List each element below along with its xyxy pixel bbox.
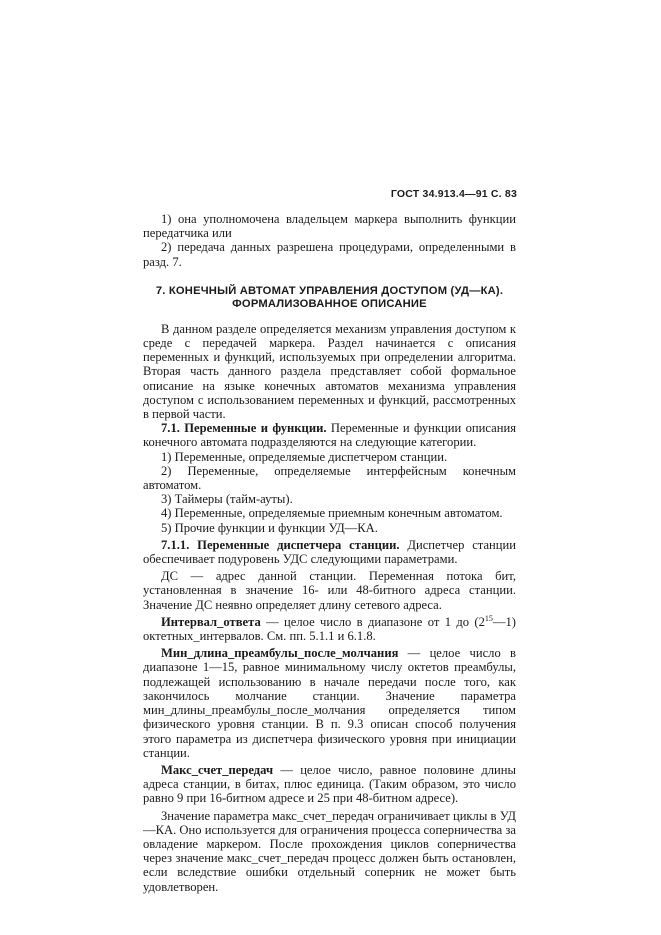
min-preamble-paragraph — [143, 646, 516, 760]
interval-term: Интервал_ответа — [161, 614, 261, 629]
subsection-7-1-paragraph — [143, 421, 516, 449]
subsection-7-1-heading: 7.1. Переменные и функции. — [161, 421, 327, 436]
section-intro-paragraph: В данном разделе определяется механизм управления доступом к среде с передачей маркера. Раздел начинается с описания переменных и функций, используемых при определении алгоритма. Вторая часть данного раздела представляет собой формальное описание на языке конечных автоматов механизма управления доступом с использованием переменных и функций, рассмотренных в первой части. — [143, 321, 516, 422]
section-title-line-2: ФОРМАЛИЗОВАННОЕ ОПИСАНИЕ — [232, 298, 427, 311]
category-item: 1) Переменные, определяемые диспетчером станции. — [161, 449, 448, 464]
subsection-7-1-1-text: Диспетчер станции обеспечивает подуровень УДС следующими параметрами. — [143, 537, 516, 567]
list-item: 2) передача данных разрешена процедурами, определенными в разд. 7. — [143, 240, 516, 269]
subsection-7-1-1-heading: 7.1.1. Переменные диспетчера станции. — [161, 537, 400, 552]
list-item: 1) она уполномочена владельцем маркера выполнить функции передатчика или — [143, 212, 516, 241]
max-count-paragraph — [143, 763, 516, 806]
ds-paragraph: ДС — адрес данной станции. Переменная потока бит, установленная в значение 16- или 48-битного адреса станции. Значение ДС неявно определяет длину сетевого адреса. — [143, 569, 516, 612]
section-title-line-1: 7. КОНЕЧНЫЙ АВТОМАТ УПРАВЛЕНИЯ ДОСТУПОМ (УД—КА). — [155, 284, 504, 297]
max-count-text: — целое число, равное половине длины адреса станции, в битах, плюс единица. (Таким образом, это число равно 9 при 16-битном адресе и 25 при 48-битном адресе). — [143, 762, 516, 806]
subsection-7-1-text: Переменные и функции описания конечного автомата подразделяются на следующие категории. — [143, 421, 516, 450]
category-item: 5) Прочие функции и функции УД—КА. — [161, 520, 378, 535]
category-item: 2) Переменные, определяемые интерфейсным конечным автоматом. — [143, 463, 516, 493]
min-preamble-text: — целое число в диапазоне 1—15, равное минимальному числу октетов преамбулы, подлежащей использованию в начале передачи после того, как закончилось молчание станции. Значение параметра мин_длины_преамбулы_после_молчания определяется типом физического уровня станции. В п. 9.3 описан способ получения этого параметра из диспетчера физического уровня при инициации станции. — [143, 646, 516, 760]
section-title — [143, 285, 516, 312]
max-count-term: Макс_счет_передач — [161, 762, 274, 777]
subsection-7-1-1-paragraph — [143, 538, 516, 566]
running-header: ГОСТ 34.913.4—91 С. 83 — [390, 188, 517, 200]
interval-text-b: —1) октетных_интервалов. См. пп. 5.1.1 и 6.1.8. — [143, 614, 516, 644]
min-preamble-term: Мин_длина_преамбулы_после_молчания — [161, 646, 399, 661]
interval-exponent: 15 — [484, 613, 493, 623]
category-item: 4) Переменные, определяемые приемным конечным автоматом. — [161, 506, 503, 521]
interval-text-a: — целое число в диапазоне от 1 до (2 — [260, 614, 485, 629]
max-count-value-paragraph: Значение параметра макс_счет_передач ограничивает циклы в УД—КА. Оно используется для ограничения процесса соперничества за овладение маркером. После прохождения циклов соперничества через значение макс_счет_передач процесс должен быть остановлен, если вследствие ошибки отдельный соперник не может быть удовлетворен. — [143, 808, 516, 894]
category-item: 3) Таймеры (тайм-ауты). — [161, 492, 293, 507]
interval-paragraph — [143, 615, 516, 643]
page-body — [143, 212, 516, 894]
